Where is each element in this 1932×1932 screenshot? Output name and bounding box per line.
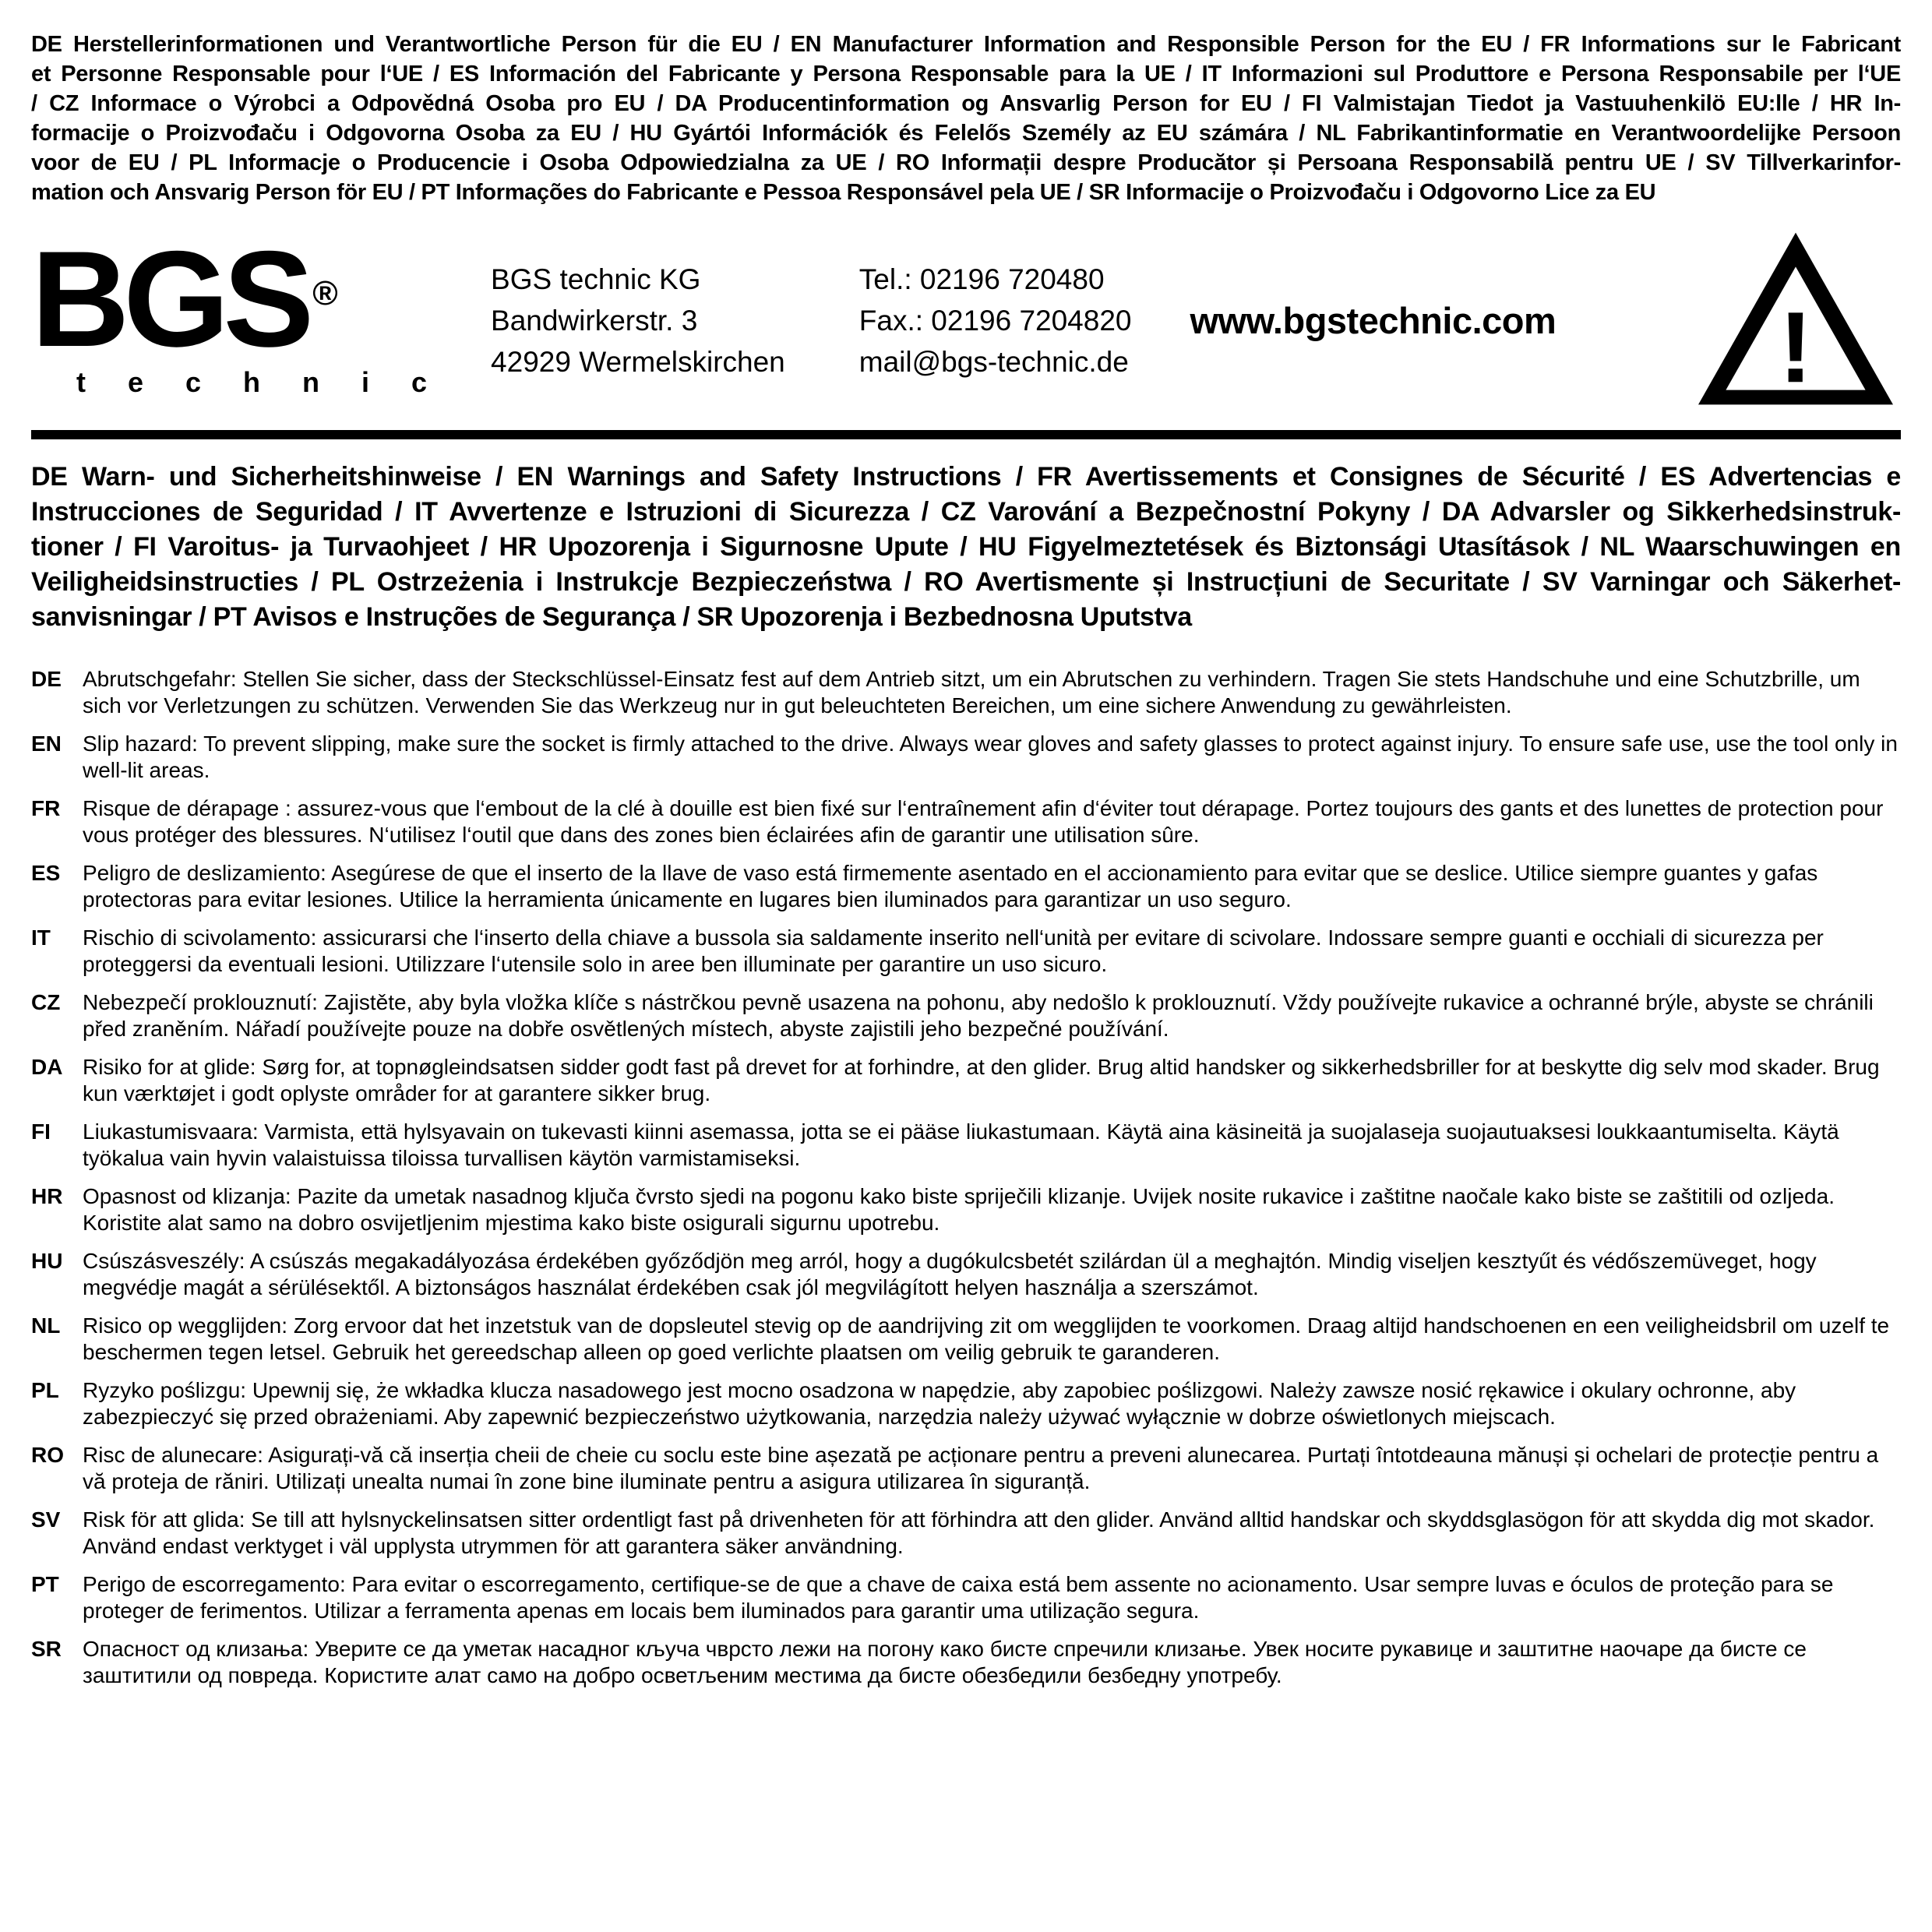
manufacturer-info-header (31, 30, 1901, 207)
header-line: / CZ Informace o Výrobci a Odpovědná Osoba pro EU / DA Producentinformation og Ansvarlig Person for EU / FI Valmistajan Tiedot ja Vastuuhenkilö EU:lle / HR In- (31, 91, 1901, 116)
header-line: et Personne Responsable pour l‘UE / ES Información del Fabricante y Persona Responsable para la UE / IT Informazioni sul Produttore e Persona Responsabile per l‘UE (31, 62, 1901, 86)
exclamation-glyph: ! (1779, 291, 1813, 404)
warning-row (31, 1248, 1901, 1301)
warning-text: Nebezpečí proklouznutí: Zajistěte, aby byla vložka klíče s nástrčkou pevně usazena na pohonu, aby nedošlo k proklouznutí. Vždy používejte rukavice a ochranné brýle, abyste se chránili před zraněním. Nářadí používejte pouze na dobře osvětlených místech, abyste zajistili jeho bezpečné používání. (83, 990, 1874, 1041)
warning-row (31, 731, 1901, 784)
warning-text: Opasnost od klizanja: Pazite da umetak nasadnog ključa čvrsto sjedi na pogonu kako biste spriječili klizanje. Uvijek nosite rukavice i zaštitne naočale kako biste se zaštitili od ozljeda. Koristite alat samo na dobro osvijetljenim mjestima kako biste osigurali sigurnu upotrebu. (83, 1184, 1835, 1235)
company-address (491, 259, 785, 383)
header-line: mation och Ansvarig Person för EU / PT Informações do Fabricante e Pessoa Responsável pela UE / SR Informacije o Proizvođaču i Odgovorno Lice za EU (31, 180, 1656, 205)
warnings-list (31, 666, 1901, 1689)
warning-row (31, 925, 1901, 978)
logo-subtext: t e c h n i c (76, 366, 445, 398)
language-code: DA (31, 1055, 63, 1079)
warning-text: Risque de dérapage : assurez-vous que l‘embout de la clé à douille est bien fixé sur l‘entraînement afin d‘éviter tout dérapage. Portez toujours des gants et des lunettes de protection pour vous protéger des blessures. N‘utilisez l‘outil que dans des zones bien éclairées afin de garantir une utilisation sûre. (83, 796, 1884, 847)
warning-text: Abrutschgefahr: Stellen Sie sicher, dass der Steckschlüssel-Einsatz fest auf dem Antrieb sitzt, um ein Abrutschen zu verhindern. Tragen Sie stets Handschuhe und eine Schutzbrille, um sich vor Verletzungen zu schützen. Verwenden Sie das Werkzeug nur in gut beleuchteten Bereichen, um eine sichere Anwendung zu gewährleisten. (83, 667, 1860, 717)
company-street: Bandwirkerstr. 3 (491, 304, 698, 337)
registered-trademark-symbol: ® (312, 274, 338, 312)
header-line: DE Herstellerinformationen und Verantwortliche Person für die EU / EN Manufacturer Information and Responsible Person for the EU / FR Informations sur le Fabricant (31, 32, 1901, 57)
header-line: Veiligheidsinstructies / PL Ostrzeżenia i Instrukcje Bezpieczeństwa / RO Avertismente și Instrucțiuni de Securitate / SV Varningar och Säkerhet- (31, 567, 1901, 597)
header-line: DE Warn- und Sicherheitshinweise / EN Warnings and Safety Instructions / FR Avertissements et Consignes de Sécurité / ES Advertencias e (31, 462, 1901, 492)
language-code: PT (31, 1572, 59, 1596)
warning-row (31, 1054, 1901, 1107)
warning-text: Rischio di scivolamento: assicurarsi che l‘inserto della chiave a bussola sia saldamente inserito nell‘unità per evitare di scivolare. Indossare sempre guanti e occhiali di sicurezza per proteggersi da eventuali lesioni. Utilizzare l‘utensile solo in aree ben illuminate per garantire un uso sicuro. (83, 925, 1824, 976)
warning-text: Risc de alunecare: Asigurați-vă că inserția cheii de cheie cu soclu este bine așezată pe acționare pentru a preveni alunecarea. Purtați întotdeauna mănuși și ochelari de protecție pentru a vă proteja de răniri. Utilizați unealta numai în zone bine iluminate pentru a asigura utilizarea în siguranță. (83, 1443, 1879, 1493)
warning-row (31, 1507, 1901, 1560)
header-line: formacije o Proizvođaču i Odgovorna Osoba za EU / HU Gyártói Információk és Felelős Személy az EU számára / NL Fabrikantinformatie en Verantwoordelijke Persoon (31, 121, 1901, 146)
language-code: FR (31, 796, 61, 820)
language-code: SV (31, 1507, 61, 1532)
language-code: FI (31, 1119, 51, 1144)
language-code: ES (31, 861, 61, 885)
language-code: RO (31, 1443, 64, 1467)
logo-text: BGS (31, 224, 308, 375)
language-code: EN (31, 732, 62, 756)
warning-row (31, 1377, 1901, 1430)
warning-text: Perigo de escorregamento: Para evitar o escorregamento, certifique-se de que a chave de caixa está bem assente no acionamento. Usar sempre luvas e óculos de proteção para se proteger de ferimentos. Utilizar a ferramenta apenas em locais bem iluminados para garantir uma utilização segura. (83, 1572, 1834, 1623)
warning-row (31, 1183, 1901, 1236)
warning-text: Risico op wegglijden: Zorg ervoor dat het inzetstuk van de dopsleutel stevig op de aandrijving zit om wegglijden te voorkomen. Draag altijd handschoenen en een veiligheidsbril om uzelf te beschermen tegen letsel. Gebruik het gereedschap alleen op goed verlichte plaatsen om veilig gebruik te garanderen. (83, 1313, 1890, 1364)
phone-number: Tel.: 02196 720480 (858, 263, 1105, 295)
divider-rule (31, 430, 1901, 439)
bgs-logo (31, 224, 445, 399)
warning-row (31, 795, 1901, 848)
warning-row (31, 666, 1901, 719)
company-city: 42929 Wermelskirchen (491, 345, 785, 378)
warning-text: Peligro de deslizamiento: Asegúrese de que el inserto de la llave de vaso está firmemente asentado en el accionamiento para evitar que se deslice. Utilice siempre guantes y gafas protectoras para evitar lesiones. Utilice la herramienta únicamente en lugares bien iluminados para garantizar un uso seguro. (83, 861, 1818, 911)
fax-number: Fax.: 02196 7204820 (858, 304, 1132, 337)
language-code: HU (31, 1249, 63, 1273)
warning-row (31, 1442, 1901, 1495)
website-url: www.bgstechnic.com (1190, 299, 1557, 341)
company-contact (859, 259, 1132, 383)
warning-triangle-icon (1698, 232, 1893, 409)
warning-text: Risk för att glida: Se till att hylsnyckelinsatsen sitter ordentligt fast på drivenheten för att förhindra att den glider. Använd alltid handskar och skyddsglasögon för att skydda dig mot skador. Använd endast verktyget i väl upplysta utrymmen för att garantera säker användning. (83, 1507, 1875, 1558)
warning-text: Liukastumisvaara: Varmista, että hylsyavain on tukevasti kiinni asemassa, jotta se ei pääse liukastumaan. Käytä aina käsineitä ja suojalaseja suojautuaksesi loukkaantumiselta. Käytä työkalua vain hyvin valaistuissa tiloissa turvallisen käytön varmistamiseksi. (83, 1119, 1839, 1170)
header-line: tioner / FI Varoitus- ja Turvaohjeet / HR Upozorenja i Sigurnosne Upute / HU Figyelmeztetések és Biztonsági Utasítások / NL Waarschuwingen en (31, 532, 1901, 562)
company-name: BGS technic KG (491, 263, 701, 295)
language-code: NL (31, 1313, 61, 1338)
warning-text: Ryzyko poślizgu: Upewnij się, że wkładka klucza nasadowego jest mocno osadzona w napędzie, aby zapobiec poślizgowi. Należy zawsze nosić rękawice i okulary ochronne, aby zabezpieczyć się przed obrażeniami. Aby zapewnić bezpieczeństwo użytkowania, narzędzia należy używać wyłącznie w dobrze oświetlonych miejscach. (83, 1378, 1796, 1429)
warning-text: Risiko for at glide: Sørg for, at topnøgleindsatsen sidder godt fast på drevet for at forhindre, at den glider. Brug altid handsker og sikkerhedsbriller for at beskytte dig selv mod skader. Brug kun værktøjet i godt oplyste områder for at garantere sikker brug. (83, 1055, 1880, 1105)
warning-row (31, 1571, 1901, 1624)
header-line: sanvisningar / PT Avisos e Instruções de Segurança / SR Upozorenja i Bezbednosna Uputstva (31, 602, 1192, 632)
language-code: CZ (31, 990, 61, 1014)
language-code: DE (31, 667, 62, 691)
header-line: voor de EU / PL Informacje o Producencie i Osoba Odpowiedzialna za UE / RO Informații despre Producător și Persoana Responsabilă pentru UE / SV Tillverkarinfor- (31, 150, 1901, 175)
header-line: Instrucciones de Seguridad / IT Avvertenze e Istruzioni di Sicurezza / CZ Varování a Bezpečnostní Pokyny / DA Advarsler og Sikkerhedsinstruk- (31, 497, 1901, 527)
language-code: PL (31, 1378, 59, 1402)
warning-row (31, 1636, 1901, 1689)
language-code: SR (31, 1637, 62, 1661)
warning-text: Slip hazard: To prevent slipping, make sure the socket is firmly attached to the drive. Always wear gloves and safety glasses to protect against injury. To ensure safe use, use the tool only in well-lit areas. (83, 732, 1898, 782)
warning-row (31, 1119, 1901, 1172)
warnings-header (31, 460, 1901, 635)
warning-row (31, 860, 1901, 913)
warning-row (31, 1313, 1901, 1366)
language-code: IT (31, 925, 51, 950)
company-contact-band (31, 224, 1901, 410)
warning-text: Опасност од клизања: Уверите се да уметак насадног кључа чврсто лежи на погону како бисте спречили клизање. Увек носите рукавице и заштитне наочаре да бисте се заштитили од повреда. Користите алат само на добро осветљеним местима да бисте обезбедили безбедну употребу. (83, 1637, 1807, 1687)
logo-wordmark (31, 224, 444, 375)
language-code: HR (31, 1184, 63, 1208)
warning-row (31, 989, 1901, 1042)
email-address: mail@bgs-technic.de (858, 345, 1129, 378)
warning-text: Csúszásveszély: A csúszás megakadályozása érdekében győződjön meg arról, hogy a dugókulcsbetét szilárdan ül a meghajtón. Mindig viseljen kesztyűt és védőszemüveget, hogy megvédje magát a sérülésektől. A biztonságos használat érdekében csak jól megvilágított helyen használja a szerszámot. (83, 1249, 1817, 1299)
